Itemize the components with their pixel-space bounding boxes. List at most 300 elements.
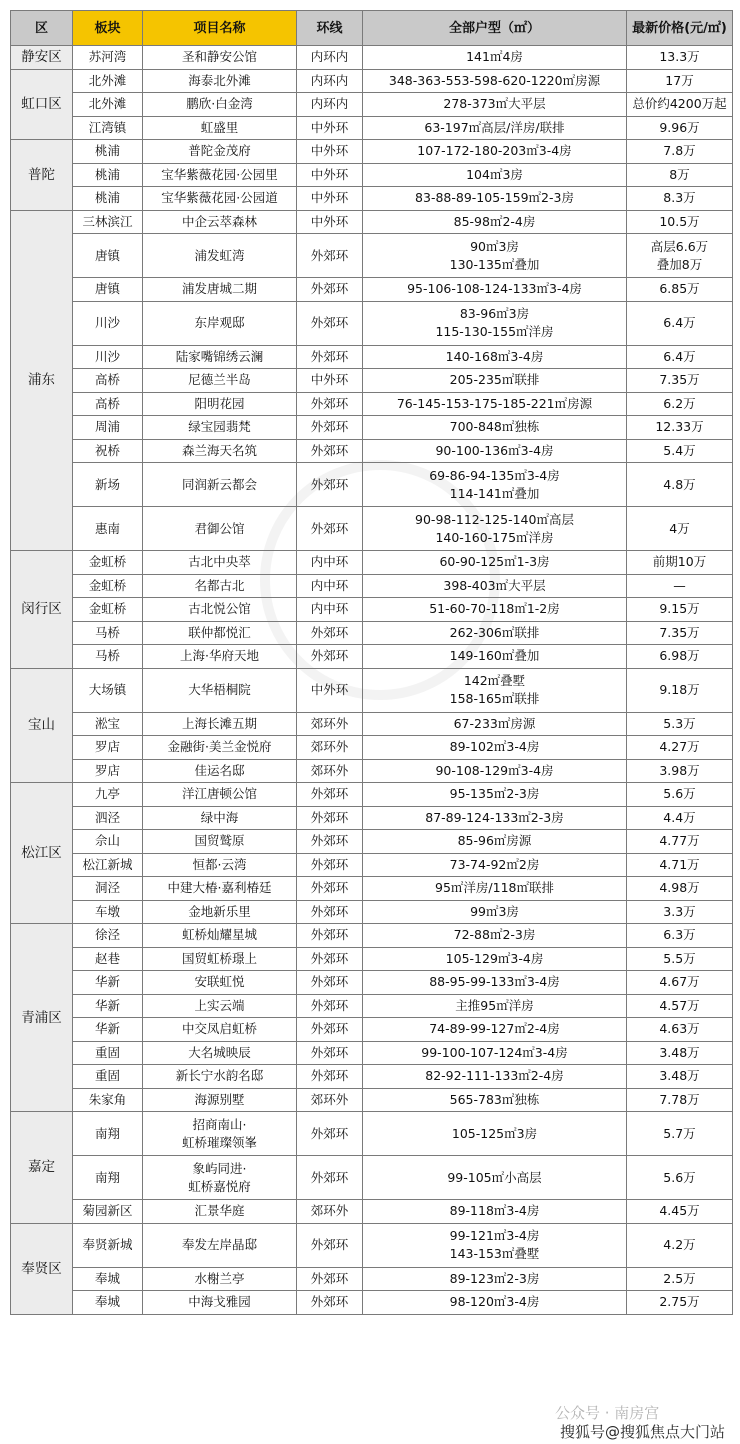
- ring-cell-line: 外郊环: [310, 1169, 349, 1185]
- layout-cell-line: 205-235㎡联排: [449, 372, 540, 388]
- table-row: [11, 971, 733, 995]
- price-cell-line: 5.4万: [663, 442, 696, 458]
- price-cell-line: 3.98万: [659, 762, 700, 778]
- project-cell-line: 尼德兰半岛: [188, 372, 251, 388]
- price-cell: [627, 736, 733, 760]
- district-cell: [11, 69, 73, 140]
- project-cell-line: 阳明花园: [194, 395, 245, 411]
- price-cell: [627, 645, 733, 669]
- ring-cell: [297, 551, 363, 575]
- header-price-line: 最新价格: [632, 20, 685, 36]
- price-cell-line: 3.48万: [659, 1044, 700, 1060]
- zone-cell: [73, 187, 143, 211]
- ring-cell: [297, 924, 363, 948]
- project-cell: [143, 900, 297, 924]
- ring-cell-line: 中外环: [310, 119, 349, 135]
- header-ring: 环线: [297, 11, 363, 46]
- zone-cell: [73, 278, 143, 302]
- district-cell-line: 嘉定: [28, 1159, 55, 1176]
- price-cell: [627, 621, 733, 645]
- layout-cell-line: 85-98㎡2-4房: [453, 213, 536, 229]
- ring-cell-line: 外郊环: [310, 520, 349, 536]
- zone-cell: [73, 301, 143, 345]
- price-cell-line: 10.5万: [659, 213, 700, 229]
- zone-cell-line: 淞宝: [94, 715, 120, 731]
- price-cell-line: 5.7万: [663, 1125, 696, 1141]
- zone-cell: [73, 994, 143, 1018]
- zone-cell: [73, 1088, 143, 1112]
- table-row: [11, 1112, 733, 1156]
- price-cell-line: 6.4万: [663, 315, 696, 330]
- district-cell: [11, 551, 73, 669]
- layout-cell-line: 90-108-129㎡3-4房: [435, 762, 554, 778]
- price-cell: [627, 392, 733, 416]
- project-cell: [143, 1223, 297, 1267]
- ring-cell: [297, 163, 363, 187]
- district-cell: [11, 1223, 73, 1314]
- zone-cell: [73, 900, 143, 924]
- zone-cell-line: 川沙: [94, 315, 120, 330]
- zone-cell-line: 车墩: [94, 903, 120, 919]
- price-cell-line: 4.27万: [659, 739, 700, 755]
- zone-cell-line: 洞泾: [94, 880, 120, 896]
- zone-cell: [73, 598, 143, 622]
- project-cell-line: 鹏欣·白金湾: [186, 96, 253, 112]
- layout-cell: [363, 598, 627, 622]
- ring-cell-line: 外郊环: [310, 880, 349, 896]
- project-cell-line: 森兰海天名筑: [181, 442, 257, 458]
- layout-cell-line: 90㎡3房: [470, 238, 519, 254]
- project-cell-line: 普陀金茂府: [188, 143, 251, 159]
- zone-cell-line: 金虹桥: [88, 554, 127, 570]
- table-row: [11, 234, 733, 278]
- price-cell-line: 6.2万: [663, 395, 696, 411]
- project-cell: [143, 830, 297, 854]
- zone-cell: [73, 574, 143, 598]
- layout-cell: [363, 994, 627, 1018]
- zone-cell: [73, 234, 143, 278]
- table-row: [11, 551, 733, 575]
- project-cell: [143, 439, 297, 463]
- table-row: [11, 210, 733, 234]
- price-cell-line: 叠加8万: [656, 256, 703, 272]
- layout-cell-line: 89-118㎡3-4房: [449, 1203, 540, 1219]
- ring-cell: [297, 947, 363, 971]
- zone-cell-line: 重固: [94, 1044, 120, 1060]
- layout-cell: [363, 46, 627, 70]
- layout-cell-line: 99-100-107-124㎡3-4房: [421, 1044, 568, 1060]
- project-cell-line: 同润新云都会: [181, 476, 257, 492]
- price-cell: [627, 345, 733, 369]
- layout-cell: [363, 783, 627, 807]
- housing-price-table: [10, 10, 733, 1315]
- ring-cell-line: 内环内: [310, 49, 349, 65]
- district-cell-line: 静安区: [21, 49, 62, 66]
- layout-cell: [363, 853, 627, 877]
- price-cell: [627, 947, 733, 971]
- project-cell: [143, 463, 297, 507]
- price-cell-line: 6.98万: [659, 648, 700, 664]
- district-cell-line: 青浦区: [21, 1009, 62, 1026]
- header-layout: 全部户型（㎡）: [363, 11, 627, 46]
- layout-cell-line: 99㎡3房: [470, 903, 519, 919]
- price-cell: [627, 1065, 733, 1089]
- district-cell-line: 虹口区: [21, 96, 62, 113]
- project-cell-line: 金地新乐里: [188, 903, 251, 919]
- project-cell-line: 绿宝园翡梵: [188, 419, 251, 435]
- layout-cell-line: 130-135㎡叠加: [449, 256, 540, 272]
- header-district: 区: [11, 11, 73, 46]
- project-cell: [143, 759, 297, 783]
- price-cell-line: 4.71万: [659, 856, 700, 872]
- layout-cell-line: 89-123㎡2-3房: [449, 1270, 540, 1286]
- project-cell-line: 佳运名邸: [194, 762, 245, 778]
- layout-cell: [363, 736, 627, 760]
- zone-cell: [73, 1156, 143, 1200]
- project-cell-line: 安联虹悦: [194, 974, 245, 990]
- ring-cell-line: 郊环外: [310, 739, 349, 755]
- zone-cell-line: 松江新城: [82, 856, 133, 872]
- table-row: [11, 1200, 733, 1224]
- table-row: [11, 900, 733, 924]
- ring-cell: [297, 621, 363, 645]
- layout-cell: [363, 507, 627, 551]
- project-cell-line: 虹桥璀璨领峯: [181, 1134, 257, 1150]
- project-cell-line: 上海长滩五期: [181, 715, 257, 731]
- price-cell: [627, 853, 733, 877]
- price-cell-line: 17万: [665, 72, 694, 88]
- zone-cell: [73, 140, 143, 164]
- layout-cell-line: 63-197㎡高层/洋房/联排: [424, 119, 565, 135]
- layout-cell: [363, 210, 627, 234]
- district-cell-line: 松江区: [21, 845, 62, 861]
- layout-cell: [363, 1088, 627, 1112]
- price-cell: [627, 598, 733, 622]
- ring-cell-line: 内中环: [310, 554, 349, 570]
- price-cell-line: 2.75万: [659, 1294, 700, 1310]
- price-cell: [627, 369, 733, 393]
- project-cell-line: 海源别墅: [194, 1091, 245, 1107]
- zone-cell: [73, 439, 143, 463]
- project-cell: [143, 783, 297, 807]
- price-cell-line: 8万: [669, 166, 690, 182]
- price-cell-line: 高层6.6万: [650, 238, 709, 254]
- zone-cell: [73, 163, 143, 187]
- layout-cell-line: 67-233㎡房源: [453, 715, 536, 731]
- zone-cell: [73, 1267, 143, 1291]
- ring-cell: [297, 234, 363, 278]
- ring-cell-line: 郊环外: [310, 1203, 349, 1219]
- table-row: [11, 853, 733, 877]
- project-cell-line: 浦发虹湾: [194, 247, 245, 263]
- ring-cell: [297, 783, 363, 807]
- zone-cell: [73, 1291, 143, 1315]
- layout-cell-line: 89-102㎡3-4房: [449, 739, 540, 755]
- zone-cell: [73, 1223, 143, 1267]
- table-row: [11, 574, 733, 598]
- layout-cell-line: 140-160-175㎡洋房: [435, 529, 554, 545]
- zone-cell-line: 罗店: [94, 739, 120, 755]
- project-cell: [143, 971, 297, 995]
- project-cell: [143, 574, 297, 598]
- layout-cell: [363, 439, 627, 463]
- layout-cell-line: 95㎡洋房/118㎡联排: [435, 880, 554, 896]
- zone-cell-line: 唐镇: [94, 247, 120, 263]
- layout-cell-line: 140-168㎡3-4房: [445, 348, 544, 364]
- zone-cell-line: 大场镇: [88, 682, 127, 697]
- project-cell: [143, 234, 297, 278]
- layout-cell-line: 99-121㎡3-4房: [449, 1228, 540, 1243]
- table-row: [11, 877, 733, 901]
- project-cell-line: 中海戈雅园: [188, 1294, 251, 1310]
- zone-cell-line: 九亭: [94, 786, 120, 802]
- price-cell-line: 4.4万: [663, 809, 696, 825]
- district-cell-line: 奉贤区: [21, 1260, 62, 1277]
- project-cell: [143, 163, 297, 187]
- price-cell-line: 6.85万: [659, 281, 700, 297]
- layout-cell-line: 99-105㎡小高层: [447, 1169, 542, 1185]
- table-row: [11, 806, 733, 830]
- layout-cell: [363, 463, 627, 507]
- layout-cell-line: 72-88㎡2-3房: [453, 927, 536, 943]
- project-cell: [143, 140, 297, 164]
- project-cell-line: 恒都·云湾: [192, 856, 247, 872]
- layout-cell-line: 74-89-99-127㎡2-4房: [429, 1021, 560, 1037]
- layout-cell-line: 158-165㎡联排: [449, 691, 540, 706]
- price-cell: [627, 668, 733, 712]
- zone-cell: [73, 46, 143, 70]
- table-row: [11, 645, 733, 669]
- layout-cell-line: 90-100-136㎡3-4房: [435, 442, 554, 458]
- zone-cell: [73, 830, 143, 854]
- project-cell: [143, 1041, 297, 1065]
- zone-cell-line: 南翔: [94, 1169, 120, 1185]
- ring-cell: [297, 507, 363, 551]
- zone-cell: [73, 210, 143, 234]
- layout-cell-line: 700-848㎡独栋: [449, 419, 540, 435]
- price-cell: [627, 93, 733, 117]
- ring-cell-line: 外郊环: [310, 315, 349, 330]
- project-cell-line: 招商南山·: [192, 1116, 247, 1132]
- project-cell-line: 洋江唐顿公馆: [181, 786, 257, 802]
- ring-cell-line: 外郊环: [310, 1044, 349, 1060]
- table-row: [11, 1065, 733, 1089]
- price-cell-line: 4万: [669, 520, 690, 536]
- project-cell: [143, 947, 297, 971]
- ring-cell-line: 外郊环: [310, 786, 349, 802]
- layout-cell: [363, 712, 627, 736]
- ring-cell-line: 内环内: [310, 96, 349, 112]
- table-row: [11, 736, 733, 760]
- project-cell-line: 虹盛里: [200, 119, 239, 135]
- price-cell: [627, 830, 733, 854]
- price-cell: [627, 507, 733, 551]
- project-cell-line: 东岸观邸: [194, 315, 245, 330]
- zone-cell: [73, 1018, 143, 1042]
- table-row: [11, 947, 733, 971]
- project-cell: [143, 1200, 297, 1224]
- layout-cell: [363, 116, 627, 140]
- project-cell: [143, 712, 297, 736]
- project-cell-line: 浦发唐城二期: [181, 281, 257, 297]
- project-cell: [143, 1156, 297, 1200]
- project-cell-line: 中企云萃森林: [181, 213, 257, 229]
- zone-cell: [73, 416, 143, 440]
- project-cell: [143, 736, 297, 760]
- project-cell: [143, 46, 297, 70]
- layout-cell-line: 149-160㎡叠加: [449, 648, 540, 664]
- price-cell-line: 7.35万: [659, 624, 700, 640]
- ring-cell: [297, 971, 363, 995]
- zone-cell: [73, 116, 143, 140]
- price-cell: [627, 140, 733, 164]
- price-cell: [627, 163, 733, 187]
- ring-cell-line: 外郊环: [310, 281, 349, 297]
- project-cell: [143, 116, 297, 140]
- project-cell: [143, 1267, 297, 1291]
- price-cell-line: 3.3万: [663, 903, 696, 919]
- price-cell: [627, 924, 733, 948]
- table-row: [11, 783, 733, 807]
- zone-cell-line: 高桥: [94, 372, 120, 388]
- price-cell: [627, 416, 733, 440]
- zone-cell: [73, 1112, 143, 1156]
- ring-cell: [297, 877, 363, 901]
- zone-cell-line: 唐镇: [94, 281, 120, 297]
- district-cell: [11, 1112, 73, 1224]
- project-cell: [143, 416, 297, 440]
- project-cell: [143, 1088, 297, 1112]
- zone-cell-line: 周浦: [94, 419, 120, 435]
- price-cell: [627, 210, 733, 234]
- project-cell-line: 金融街·美兰金悦府: [167, 739, 272, 755]
- table-row: [11, 116, 733, 140]
- price-cell: [627, 1291, 733, 1315]
- ring-cell-line: 中外环: [310, 372, 349, 388]
- ring-cell: [297, 439, 363, 463]
- ring-cell-line: 外郊环: [310, 648, 349, 664]
- header-price-unit: (元/㎡): [684, 20, 727, 36]
- project-cell: [143, 69, 297, 93]
- layout-cell: [363, 69, 627, 93]
- ring-cell: [297, 345, 363, 369]
- price-cell-line: 3.48万: [659, 1068, 700, 1084]
- project-cell: [143, 806, 297, 830]
- zone-cell: [73, 621, 143, 645]
- price-cell-line: 9.15万: [659, 601, 700, 617]
- price-cell-line: 总价约4200万起: [632, 96, 727, 112]
- ring-cell-line: 外郊环: [310, 856, 349, 872]
- ring-cell-line: 外郊环: [310, 476, 349, 492]
- table-row: [11, 1223, 733, 1267]
- table-row: [11, 439, 733, 463]
- zone-cell-line: 北外滩: [88, 96, 127, 112]
- layout-cell-line: 51-60-70-118㎡1-2房: [429, 601, 560, 617]
- price-cell-line: —: [673, 577, 686, 593]
- table-row: [11, 994, 733, 1018]
- zone-cell-line: 川沙: [94, 348, 120, 364]
- layout-cell: [363, 234, 627, 278]
- district-cell-line: 普陀: [28, 166, 55, 183]
- zone-cell-line: 华新: [94, 974, 120, 990]
- layout-cell-line: 104㎡3房: [466, 166, 523, 182]
- ring-cell-line: 外郊环: [310, 833, 349, 849]
- ring-cell-line: 外郊环: [310, 1021, 349, 1037]
- table-row: [11, 345, 733, 369]
- ring-cell-line: 郊环外: [310, 715, 349, 731]
- ring-cell-line: 外郊环: [310, 395, 349, 411]
- project-cell: [143, 645, 297, 669]
- project-cell-line: 联仲都悦汇: [188, 624, 251, 640]
- ring-cell: [297, 830, 363, 854]
- ring-cell-line: 外郊环: [310, 809, 349, 825]
- ring-cell: [297, 1065, 363, 1089]
- zone-cell-line: 罗店: [94, 762, 120, 778]
- layout-cell: [363, 924, 627, 948]
- project-cell-line: 古北悦公馆: [188, 601, 251, 617]
- header-price: [627, 11, 733, 46]
- ring-cell: [297, 1018, 363, 1042]
- project-cell: [143, 1065, 297, 1089]
- price-cell-line: 9.18万: [659, 682, 700, 697]
- ring-cell: [297, 668, 363, 712]
- project-cell-line: 国贸虹桥璟上: [181, 950, 257, 966]
- layout-cell: [363, 1267, 627, 1291]
- layout-cell: [363, 645, 627, 669]
- zone-cell-line: 奉城: [94, 1270, 120, 1286]
- ring-cell: [297, 712, 363, 736]
- table-row: [11, 1041, 733, 1065]
- zone-cell: [73, 924, 143, 948]
- table-row: [11, 668, 733, 712]
- layout-cell-line: 141㎡4房: [466, 49, 523, 65]
- project-cell-line: 大名城映辰: [188, 1044, 251, 1060]
- price-cell: [627, 46, 733, 70]
- ring-cell-line: 外郊环: [310, 1294, 349, 1310]
- price-cell-line: 6.3万: [663, 927, 696, 943]
- ring-cell: [297, 301, 363, 345]
- price-cell: [627, 301, 733, 345]
- ring-cell-line: 外郊环: [310, 247, 349, 263]
- ring-cell: [297, 93, 363, 117]
- zone-cell: [73, 877, 143, 901]
- project-cell-line: 宝华紫薇花园·公园道: [161, 190, 278, 206]
- zone-cell-line: 祝桥: [94, 442, 120, 458]
- layout-cell-line: 95-106-108-124-133㎡3-4房: [407, 281, 582, 297]
- zone-cell: [73, 507, 143, 551]
- layout-cell: [363, 278, 627, 302]
- project-cell: [143, 1291, 297, 1315]
- project-cell: [143, 210, 297, 234]
- layout-cell-line: 105-125㎡3房: [451, 1125, 538, 1141]
- project-cell: [143, 551, 297, 575]
- zone-cell-line: 三林滨江: [82, 213, 133, 229]
- table-row: [11, 163, 733, 187]
- ring-cell: [297, 645, 363, 669]
- project-cell: [143, 994, 297, 1018]
- layout-cell-line: 主推95㎡洋房: [455, 997, 534, 1013]
- zone-cell-line: 奉贤新城: [82, 1237, 133, 1252]
- price-cell: [627, 439, 733, 463]
- project-cell-line: 大华梧桐院: [188, 682, 251, 697]
- layout-cell: [363, 1018, 627, 1042]
- price-cell: [627, 1018, 733, 1042]
- price-cell: [627, 994, 733, 1018]
- price-cell-line: 9.96万: [659, 119, 700, 135]
- ring-cell-line: 外郊环: [310, 927, 349, 943]
- table-row: [11, 759, 733, 783]
- zone-cell: [73, 712, 143, 736]
